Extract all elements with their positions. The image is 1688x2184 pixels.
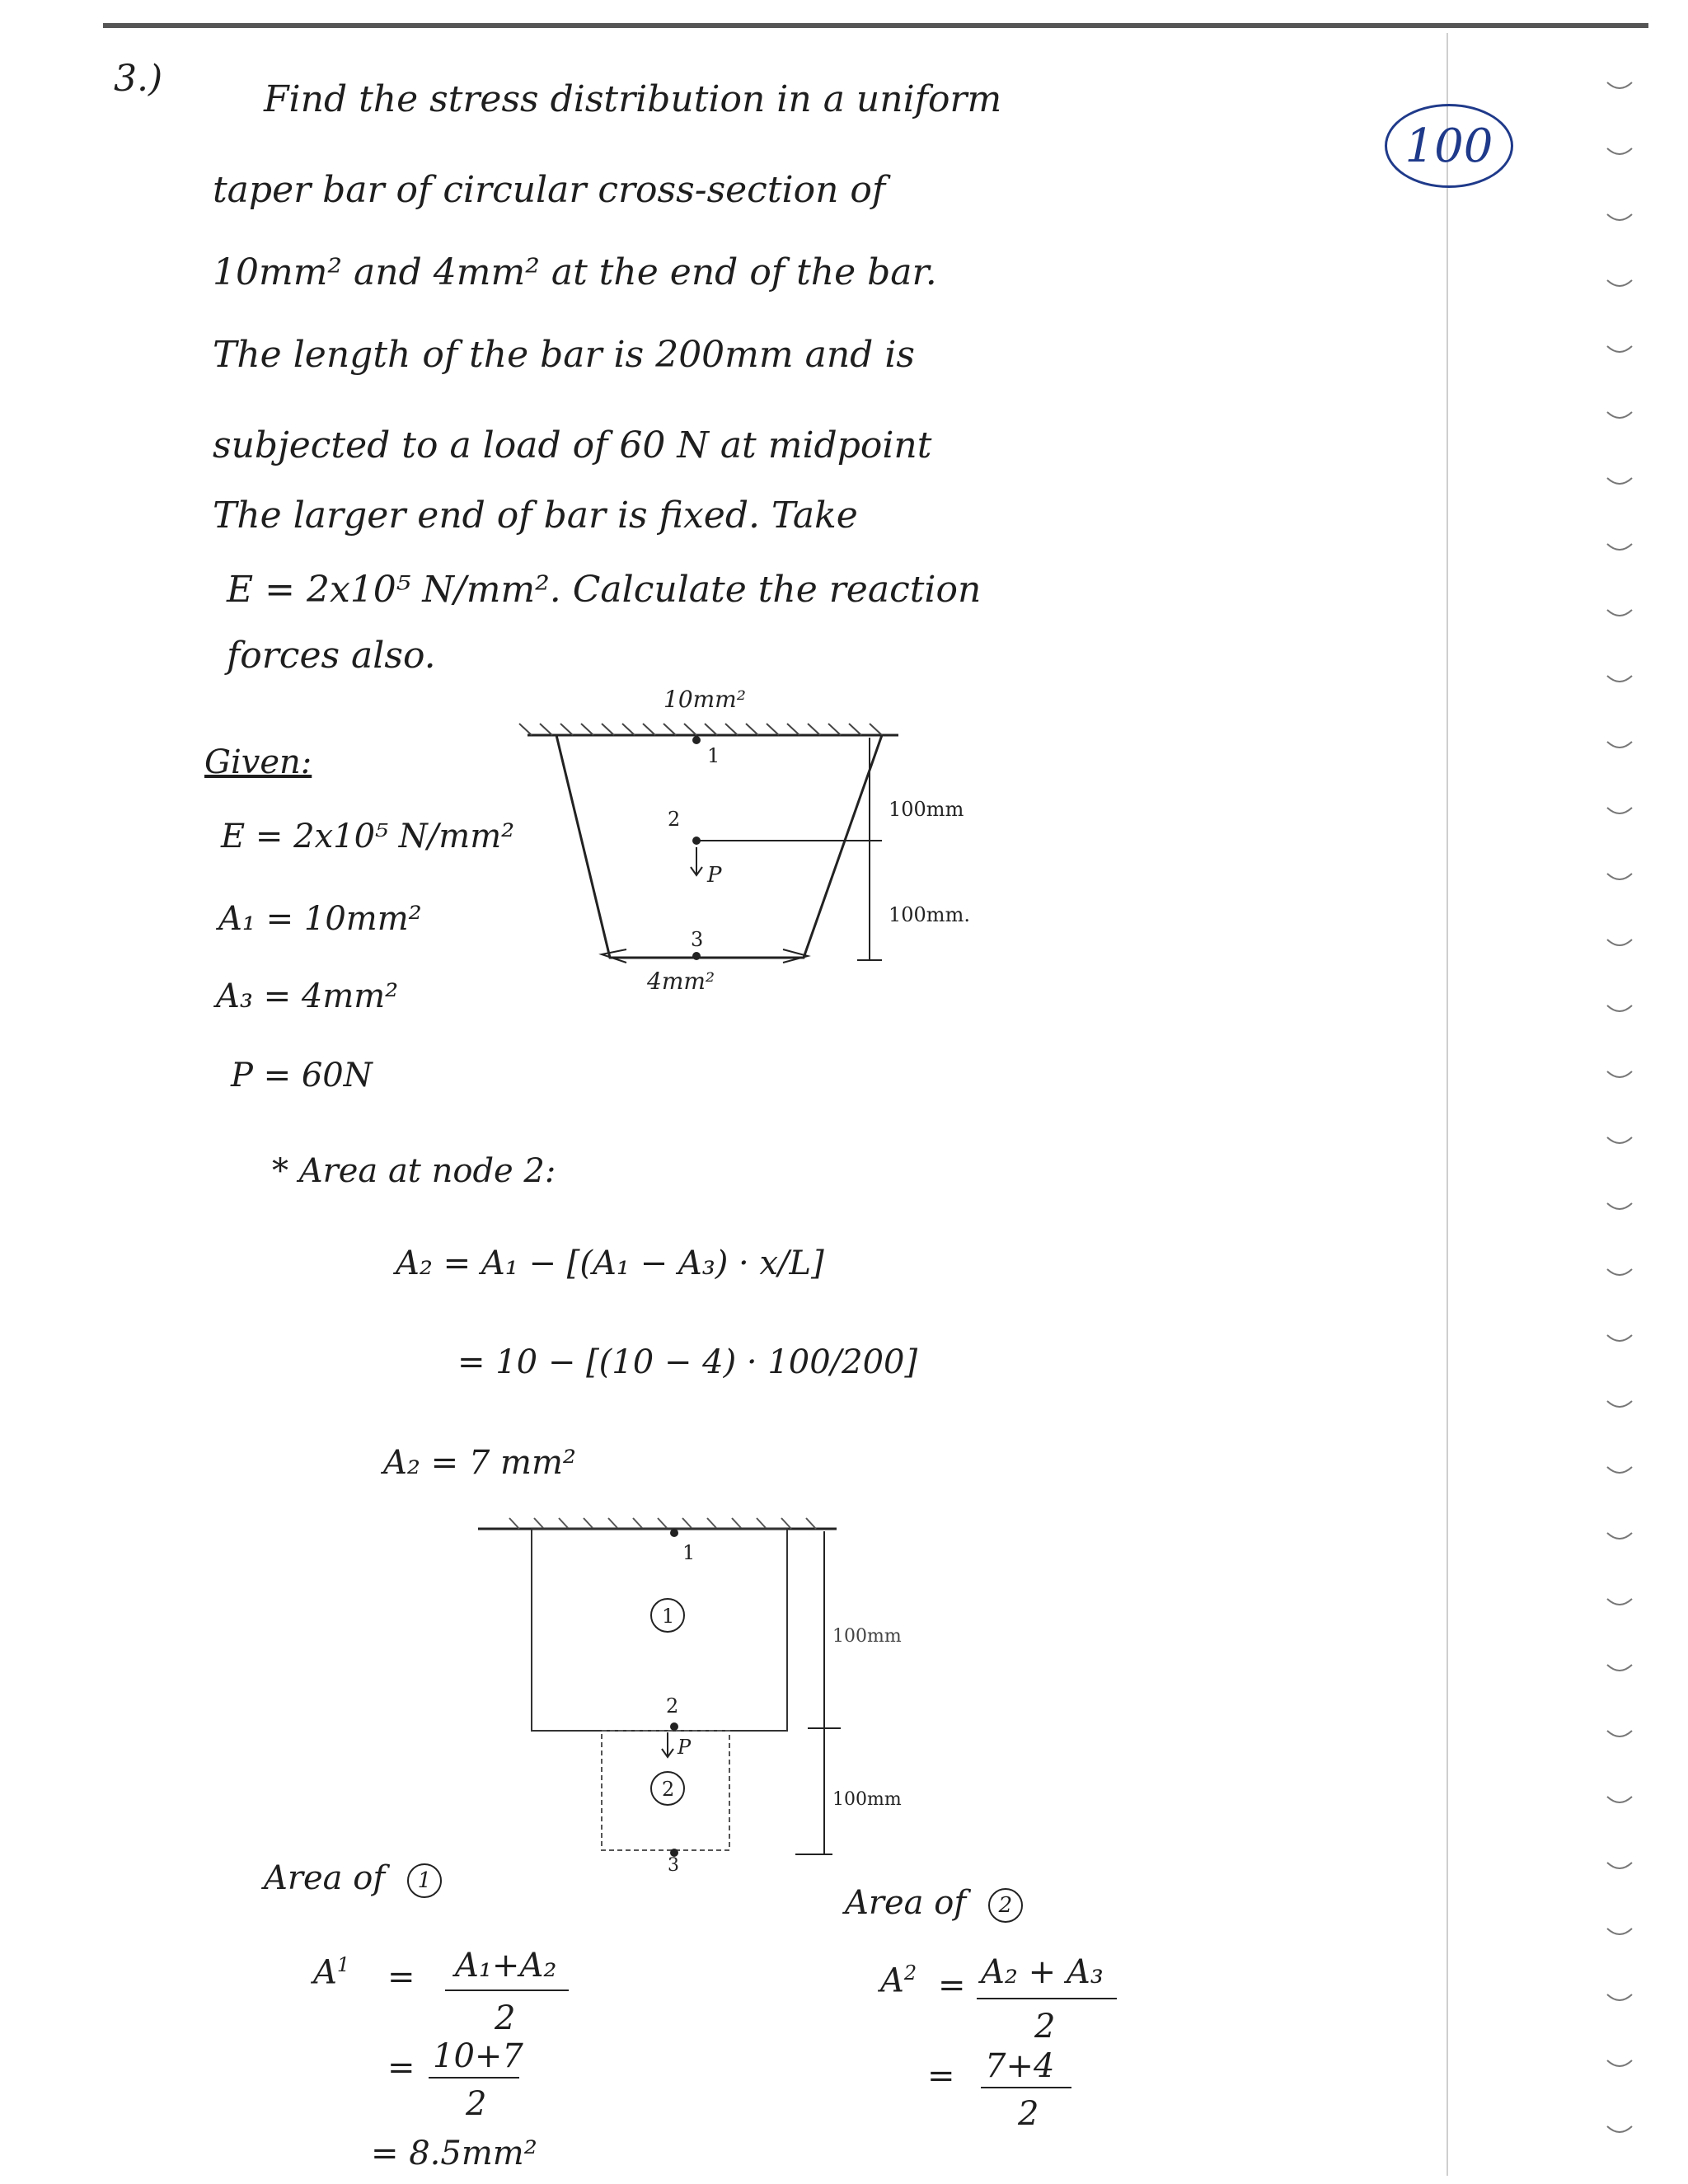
- diagram1-node3: 3: [691, 928, 704, 951]
- area1-lhs-symbol: A: [313, 1953, 337, 1992]
- page-right-edge: [1447, 33, 1448, 2176]
- area1-eq-2: =: [387, 2049, 415, 2087]
- given-e: E = 2x10⁵ N/mm²: [221, 818, 515, 855]
- area1-circle-number: 1: [417, 1868, 432, 1893]
- diagram2-dim-lower: 100mm: [832, 1789, 902, 1810]
- question-line-2: taper bar of circular cross-section of: [213, 169, 886, 211]
- diagram1-top-area: 10mm²: [663, 686, 746, 713]
- area1-heading: [264, 1859, 442, 1898]
- area1-lhs-sup: 1: [336, 1953, 350, 1976]
- score-text: 100: [1404, 119, 1493, 173]
- area2-fraction-bar-1: [977, 1998, 1117, 1999]
- area2-circle-number: 2: [998, 1893, 1013, 1918]
- diagram1-load: P: [707, 863, 722, 888]
- area1-substituted-numerator: 10+7: [433, 2037, 523, 2075]
- area1-lhs: [313, 1953, 349, 1991]
- area2-denominator: 2: [1034, 2008, 1056, 2046]
- diagram2-dim-upper: 100mm: [832, 1626, 902, 1647]
- page-top-border: [103, 23, 1648, 28]
- diagram1-node1: 1: [707, 744, 720, 767]
- area1-heading-text: Area of: [264, 1859, 386, 1897]
- diagram2-elem2: 2: [662, 1778, 675, 1801]
- area2-heading: [845, 1884, 1023, 1923]
- area2-fraction-bar-2: [981, 2087, 1071, 2088]
- area2-lhs: [880, 1961, 917, 1999]
- diagram2-elem1: 1: [662, 1605, 675, 1628]
- diagram1-dim-lower: 100mm.: [889, 903, 970, 926]
- area1-substituted-denominator: 2: [466, 2085, 487, 2123]
- area1-element-circle: [407, 1863, 442, 1898]
- diagram2-node3: 3: [668, 1855, 679, 1876]
- node2-result: A₂ = 7 mm²: [383, 1444, 576, 1482]
- question-line-8: forces also.: [227, 635, 436, 677]
- question-line-4: The length of the bar is 200mm and is: [213, 334, 915, 376]
- given-p: P = 60N: [231, 1057, 373, 1094]
- stepped-bar-diagram: [470, 1508, 931, 1876]
- area2-eq: =: [938, 1966, 966, 2004]
- notebook-margin-marks: [1599, 49, 1648, 2159]
- question-line-5: subjected to a load of 60 N at midpoint: [213, 424, 932, 466]
- area2-lhs-sup: 2: [903, 1961, 917, 1985]
- area1-result: = 8.5mm²: [371, 2135, 537, 2172]
- area1-fraction-bar-2: [429, 2077, 519, 2079]
- diagram1-dim-upper: 100mm: [889, 798, 964, 821]
- taper-bar-diagram: [495, 684, 970, 1030]
- diagram1-bottom-area: 4mm²: [647, 968, 715, 995]
- question-number: 3.): [114, 58, 163, 100]
- area2-substituted-denominator: 2: [1018, 2095, 1039, 2133]
- question-line-1: Find the stress distribution in a uniform: [264, 78, 1002, 120]
- area2-lhs-symbol: A: [880, 1961, 904, 2000]
- given-a1: A₁ = 10mm²: [218, 900, 422, 938]
- area2-eq-2: =: [927, 2057, 955, 2095]
- area1-eq: =: [387, 1958, 415, 1996]
- area1-denominator: 2: [495, 1999, 516, 2037]
- diagram2-node1: 1: [682, 1541, 696, 1564]
- area1-fraction-bar-1: [445, 1990, 569, 1991]
- node2-substitution: = 10 − [(10 − 4) · 100/200]: [457, 1343, 918, 1381]
- question-line-7: E = 2x10⁵ N/mm². Calculate the reaction: [227, 569, 982, 611]
- diagram2-node2: 2: [666, 1694, 679, 1718]
- node2-heading: * Area at node 2:: [272, 1152, 556, 1190]
- question-line-3: 10mm² and 4mm² at the end of the bar.: [213, 251, 937, 293]
- area2-heading-text: Area of: [845, 1884, 967, 1922]
- diagram2-load: P: [678, 1736, 692, 1759]
- score-badge: [1385, 104, 1513, 188]
- area2-element-circle: [988, 1888, 1023, 1923]
- node2-formula: A₂ = A₁ − [(A₁ − A₃) · x/L]: [396, 1244, 824, 1282]
- area2-substituted-numerator: 7+4: [985, 2047, 1055, 2085]
- area1-numerator: A₁+A₂: [455, 1947, 557, 1985]
- area2-numerator: A₂ + A₃: [981, 1953, 1104, 1991]
- question-line-6: The larger end of bar is fixed. Take: [213, 494, 858, 537]
- diagram1-node2: 2: [668, 808, 681, 831]
- given-heading: Given:: [204, 743, 312, 781]
- given-a3: A₃ = 4mm²: [216, 977, 399, 1015]
